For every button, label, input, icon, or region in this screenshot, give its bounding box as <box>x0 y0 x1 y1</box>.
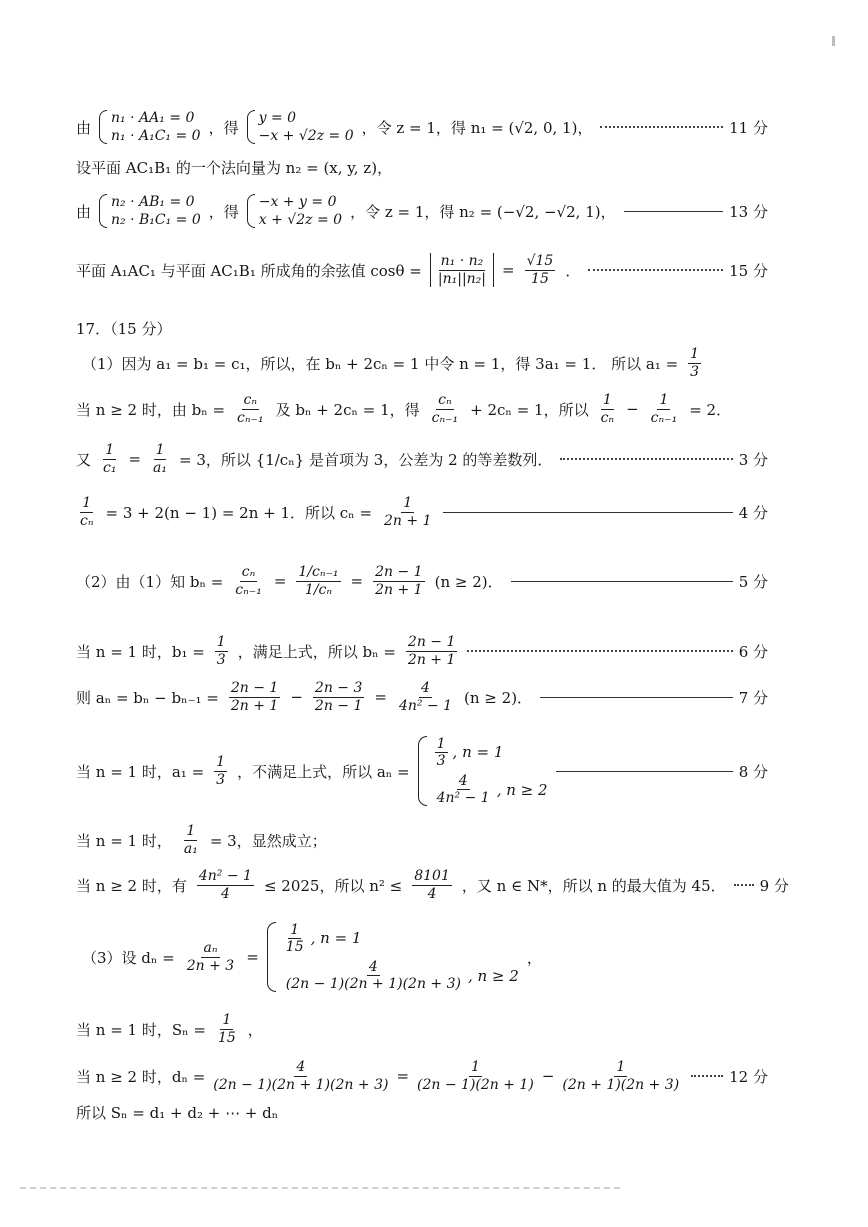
solution-line-an-piecewise <box>76 728 768 814</box>
line-text: 设平面 AC₁B₁ 的一个法向量为 n₂ = (x, y, z)， <box>76 158 393 177</box>
line-tail: ，又 n ∈ N*，所以 n 的最大值为 45． <box>461 876 726 895</box>
line-prefix: 由 <box>76 118 92 137</box>
fraction: $\frac{4}{(2n - 1)(2n + 1)(2n + 3)}$ <box>285 959 461 993</box>
fraction: $\frac{1}{15}$ <box>285 921 304 955</box>
solution-line-dn-piecewise <box>82 912 774 1002</box>
piecewise-function <box>267 922 519 992</box>
score-label: 9 分 <box>759 876 789 895</box>
line-text: ，令 z = 1，得 n₂ = (−√2, −√2, 1)， <box>350 202 616 221</box>
line-tail: ． <box>565 261 581 280</box>
heading-text: 17．（15 分） <box>76 319 172 338</box>
line-text: = 3 + 2(n − 1) = 2n + 1．所以 cₙ = <box>105 503 373 522</box>
fraction: $\frac{1}{15}$ <box>217 1012 236 1046</box>
line-text: 当 n ≥ 2 时，有 <box>76 876 187 895</box>
fraction: $\frac{1}{\text{cₙ}}$ <box>80 495 94 529</box>
system-row: y = 0 <box>258 110 297 126</box>
equation-system-a <box>99 110 201 144</box>
scan-mark <box>832 36 835 46</box>
line-text: 当 n = 1 时，Sₙ = <box>76 1020 206 1039</box>
solution-line-s1 <box>76 1006 768 1052</box>
fraction: $\frac{1}{3}$ <box>216 754 226 788</box>
solution-line-max-n <box>76 862 789 908</box>
fraction: $\frac{1}{\text{cₙ}}$ <box>600 392 615 426</box>
score-label: 11 分 <box>729 118 768 137</box>
score-label: 6 分 <box>738 642 768 661</box>
equals-sign: = <box>350 572 364 590</box>
fraction: $\frac{\text{aₙ}}{2n + 3}$ <box>186 940 235 974</box>
score-leader <box>734 884 754 886</box>
line-text: 当 n = 1 时，b₁ = <box>76 642 205 661</box>
line-tail: = 2． <box>689 400 732 419</box>
solution-line-plane-normal <box>76 155 768 179</box>
score-label: 12 分 <box>729 1067 768 1086</box>
case-condition: , n ≥ 2 <box>467 966 519 985</box>
score-leader <box>691 1075 723 1077</box>
fraction: $\frac{1}{3}$ <box>436 735 446 769</box>
case-condition: , n ≥ 2 <box>496 780 548 799</box>
score-label: 5 分 <box>738 572 768 591</box>
line-text: 当 n ≥ 2 时，dₙ = <box>76 1067 206 1086</box>
equals-sign: = <box>374 688 387 706</box>
minus-sign: − <box>541 1067 555 1085</box>
connector-text: ，得 <box>208 118 239 137</box>
system-row: n₁ · A₁C₁ = 0 <box>111 128 201 144</box>
score-leader <box>467 650 732 652</box>
fraction: $\frac{\text{cₙ}}{\text{cₙ₋₁}}$ <box>235 564 262 598</box>
solution-line-part1-start <box>82 342 774 384</box>
solution-line-normal-vector-n1 <box>76 104 768 150</box>
connector-text: ，不满足上式，所以 aₙ = <box>237 762 410 781</box>
fraction: $\frac{2n - 3}{2n - 1}$ <box>314 680 363 714</box>
solution-line-recurrence <box>76 386 768 432</box>
fraction: $\frac{\text{4n² − 1}}{4}$ <box>198 868 252 902</box>
connector-text: ≤ 2025，所以 n² ≤ <box>263 876 403 895</box>
system-row: −x + √2z = 0 <box>258 128 354 144</box>
fraction: $\frac{4}{\text{4n² − 1}}$ <box>436 773 490 807</box>
equals-sign: = <box>396 1067 410 1085</box>
fraction: $\frac{\text{cₙ}}{\text{cₙ₋₁}}$ <box>431 392 459 426</box>
fraction: $\frac{8101}{4}$ <box>414 868 450 902</box>
fraction: $\frac{\text{n₁ · n₂}}{\text{|n₁||n₂|}}$ <box>437 253 486 287</box>
score-label: 7 分 <box>738 688 768 707</box>
fraction: $\frac{1}{(2n + 1)(2n + 3)}$ <box>562 1059 680 1093</box>
equation-system-a <box>99 194 201 228</box>
score-label: 3 分 <box>738 450 768 469</box>
fraction: $\frac{1}{\text{a₁}}$ <box>183 823 198 857</box>
fraction: $\frac{\text{cₙ}}{\text{cₙ₋₁}}$ <box>237 392 264 426</box>
fraction: $\frac{2n - 1}{2n + 1}$ <box>375 564 423 598</box>
compound-fraction: $\frac{\text{1/cₙ₋₁}}{\text{1/cₙ}}$ <box>298 564 339 598</box>
solution-line-sum <box>76 1100 768 1124</box>
line-text: ，令 z = 1，得 n₁ = (√2, 0, 1)， <box>361 118 593 137</box>
line-tail: (n ≥ 2)． <box>434 572 503 591</box>
system-row: x + √2z = 0 <box>258 212 343 228</box>
fraction: $\frac{1}{\text{cₙ₋₁}}$ <box>650 392 678 426</box>
score-label: 13 分 <box>729 202 768 221</box>
connector-text: ，满足上式，所以 bₙ = <box>237 642 396 661</box>
connector-text: + 2cₙ = 1，所以 <box>470 400 589 419</box>
system-row: n₂ · AB₁ = 0 <box>111 194 195 210</box>
line-prefix: 由 <box>76 202 92 221</box>
score-leader <box>511 581 733 582</box>
fraction: $\frac{1}{\text{a₁}}$ <box>153 442 168 476</box>
solution-line-cn-formula <box>76 489 768 535</box>
fraction: $\frac{1}{(2n - 1)(2n + 1)}$ <box>417 1059 534 1093</box>
scan-footer-line <box>20 1187 620 1189</box>
system-row: −x + y = 0 <box>258 194 337 210</box>
fraction: $\frac{1}{\text{c₁}}$ <box>103 442 117 476</box>
line-tail: ， <box>526 948 542 967</box>
solution-line-n1-case <box>76 818 768 862</box>
score-leader <box>600 126 723 128</box>
line-text: 当 n = 1 时， <box>76 831 172 850</box>
fraction: $\frac{√15}{15}$ <box>526 253 554 287</box>
line-text: 当 n = 1 时，a₁ = <box>76 762 205 781</box>
line-text: （2）由（1）知 bₙ = <box>76 572 224 591</box>
score-leader <box>588 269 723 271</box>
equation-system-b <box>247 110 354 144</box>
score-leader <box>556 771 733 772</box>
line-text: = 3，所以 {1/cₙ} 是首项为 3，公差为 2 的等差数列． <box>179 450 553 469</box>
equals-sign: = <box>273 572 287 590</box>
solution-line-arithmetic-sequence <box>76 436 768 482</box>
score-label: 15 分 <box>729 261 768 280</box>
solution-line-dn-split <box>76 1052 768 1100</box>
solution-line-bn-formula <box>76 546 768 616</box>
equals-sign: = <box>246 948 259 966</box>
fraction: $\frac{1}{3}$ <box>216 634 226 668</box>
fraction: $\frac{1}{3}$ <box>690 346 700 380</box>
fraction: $\frac{4}{\text{4n² − 1}}$ <box>398 680 453 714</box>
connector-text: 及 bₙ + 2cₙ = 1，得 <box>275 400 420 419</box>
minus-sign: − <box>290 688 303 706</box>
fraction: $\frac{2n - 1}{2n + 1}$ <box>407 634 456 668</box>
solution-line-normal-vector-n2 <box>76 188 768 234</box>
line-tail: = 3，显然成立； <box>209 831 327 850</box>
score-leader <box>443 512 732 513</box>
score-label: 4 分 <box>738 503 768 522</box>
case-condition: , n = 1 <box>310 929 362 948</box>
equals-sign: = <box>128 450 142 468</box>
score-label: 8 分 <box>738 762 768 781</box>
absolute-value <box>430 253 494 286</box>
line-text: 当 n ≥ 2 时，由 bₙ = <box>76 400 226 419</box>
score-leader <box>560 458 732 460</box>
piecewise-function <box>418 736 548 806</box>
system-row: n₂ · B₁C₁ = 0 <box>111 212 201 228</box>
line-prefix: 又 <box>76 450 92 469</box>
line-text: 则 aₙ = bₙ − bₙ₋₁ = <box>76 688 219 707</box>
solution-line-cosine <box>76 247 768 293</box>
fraction: $\frac{2n - 1}{2n + 1}$ <box>230 680 279 714</box>
equation-system-b <box>247 194 342 228</box>
line-tail: (n ≥ 2)． <box>464 688 533 707</box>
line-tail: ， <box>247 1020 263 1039</box>
connector-text: ，得 <box>208 202 239 221</box>
solution-line-b1-check <box>76 628 768 674</box>
line-text: 所以 Sₙ = d₁ + d₂ + ⋯ + dₙ <box>76 1103 279 1122</box>
line-text: 平面 A₁AC₁ 与平面 AC₁B₁ 所成角的余弦值 cosθ = <box>76 261 422 280</box>
equals-sign: = <box>502 261 515 279</box>
question-heading <box>76 316 768 340</box>
line-text: （3）设 dₙ = <box>82 948 175 967</box>
system-row: n₁ · AA₁ = 0 <box>111 110 195 126</box>
solution-line-an-formula <box>76 674 768 720</box>
minus-sign: − <box>626 400 639 418</box>
fraction: $\frac{1}{2n + 1}$ <box>384 495 432 529</box>
case-condition: , n = 1 <box>452 743 504 762</box>
score-leader <box>624 211 724 212</box>
fraction: $\frac{4}{(2n - 1)(2n + 1)(2n + 3)}$ <box>213 1059 389 1093</box>
line-text: （1）因为 a₁ = b₁ = c₁，所以，在 bₙ + 2cₙ = 1 中令 n = 1，得 3a₁ = 1． 所以 a₁ = <box>82 354 679 373</box>
score-leader <box>540 697 733 698</box>
